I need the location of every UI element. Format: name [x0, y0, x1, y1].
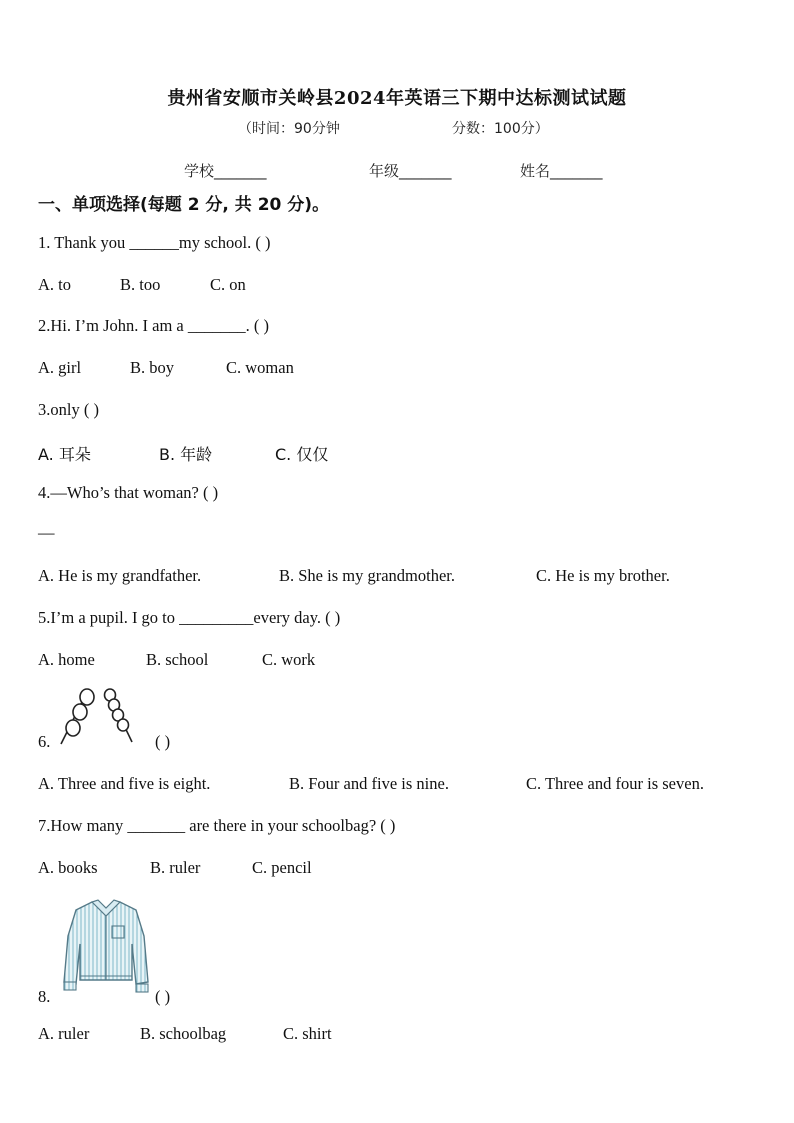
question-6-stem: 6.	[38, 732, 51, 751]
question-4-stem: 4.—Who’s that woman? ( )	[38, 483, 219, 502]
question-8-paren: ( )	[155, 987, 171, 1006]
question-3-option-c[interactable]: C. 仅仅	[275, 445, 329, 464]
question-7-option-b[interactable]: B. ruler	[150, 858, 201, 877]
question-6-option-b[interactable]: B. Four and five is nine.	[289, 774, 449, 793]
question-7-option-a[interactable]: A. books	[38, 858, 98, 877]
question-1-option-a[interactable]: A. to	[38, 275, 71, 294]
question-6-option-c[interactable]: C. Three and four is seven.	[526, 774, 704, 793]
question-1-option-c[interactable]: C. on	[210, 275, 246, 294]
question-5-option-c[interactable]: C. work	[262, 650, 316, 669]
question-6-paren: ( )	[155, 732, 171, 751]
question-2-option-b[interactable]: B. boy	[130, 358, 175, 377]
question-7-option-c[interactable]: C. pencil	[252, 858, 312, 877]
question-4-answer-line: —	[38, 523, 55, 542]
question-4-option-b[interactable]: B. She is my grandmother.	[279, 566, 455, 585]
question-8-option-c[interactable]: C. shirt	[283, 1024, 332, 1043]
skewers-icon	[56, 686, 146, 748]
exam-time: （时间：90分钟	[238, 121, 340, 137]
question-4-option-a[interactable]: A. He is my grandfather.	[38, 566, 202, 585]
school-field[interactable]: 学校_______	[184, 162, 267, 180]
shirt-icon	[60, 896, 152, 996]
name-field[interactable]: 姓名_______	[520, 162, 603, 180]
question-1-option-b[interactable]: B. too	[120, 275, 161, 294]
question-8-option-a[interactable]: A. ruler	[38, 1024, 90, 1043]
question-2-option-c[interactable]: C. woman	[226, 358, 294, 377]
question-8-option-b[interactable]: B. schoolbag	[140, 1024, 227, 1043]
question-5-option-a[interactable]: A. home	[38, 650, 95, 669]
question-5-option-b[interactable]: B. school	[146, 650, 209, 669]
question-3-stem: 3.only ( )	[38, 400, 99, 419]
exam-score: 分数：100分）	[452, 121, 549, 137]
question-1-stem: 1. Thank you ______my school. ( )	[38, 233, 271, 252]
page-title: 贵州省安顺市关岭县2024年英语三下期中达标测试试题	[167, 88, 627, 109]
question-6-option-a[interactable]: A. Three and five is eight.	[38, 774, 211, 793]
question-2-option-a[interactable]: A. girl	[38, 358, 82, 377]
grade-field[interactable]: 年级_______	[369, 162, 452, 180]
question-5-stem: 5.I’m a pupil. I go to _________every day. ( )	[38, 608, 341, 627]
question-8-stem: 8.	[38, 987, 51, 1006]
question-3-option-a[interactable]: A. 耳朵	[38, 445, 91, 464]
question-3-option-b[interactable]: B. 年龄	[159, 445, 213, 464]
question-4-option-c[interactable]: C. He is my brother.	[536, 566, 670, 585]
question-2-stem: 2.Hi. I’m John. I am a _______. ( )	[38, 316, 269, 335]
question-7-stem: 7.How many _______ are there in your schoolbag? ( )	[38, 816, 396, 835]
section-heading: 一、单项选择(每题 2 分, 共 20 分)。	[38, 195, 330, 215]
